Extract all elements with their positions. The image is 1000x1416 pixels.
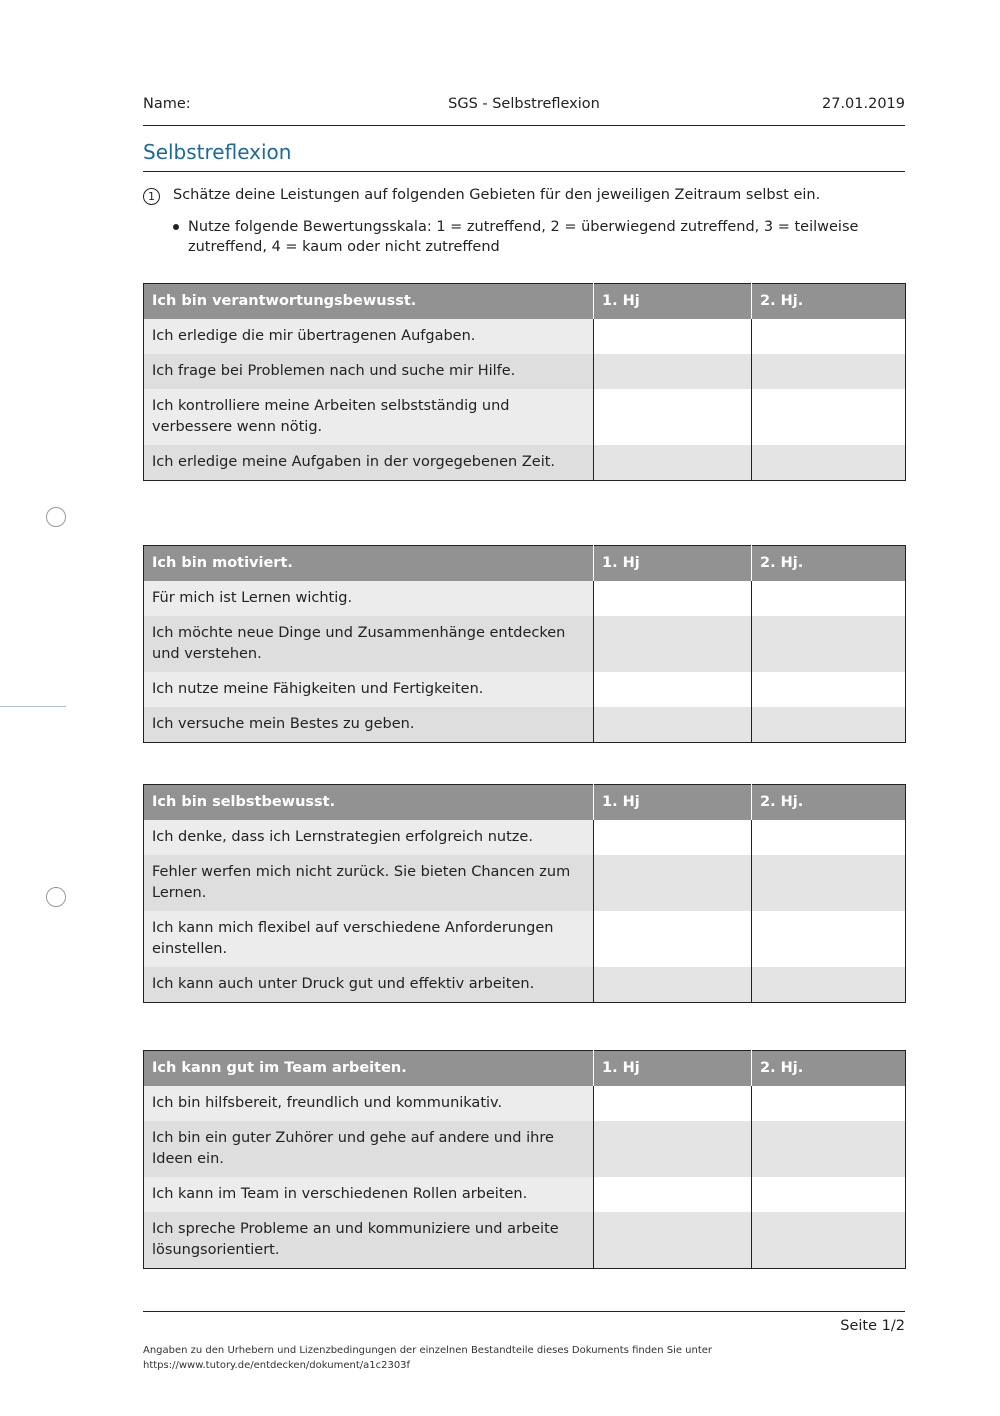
table-row — [144, 1121, 906, 1177]
rating-cell-first-half[interactable] — [594, 672, 752, 707]
statement: Ich kontrolliere meine Arbeiten selbstständig und verbessere wenn nötig. — [144, 389, 594, 445]
rating-cell-second-half[interactable] — [752, 967, 906, 1003]
statement: Ich bin hilfsbereit, freundlich und kommunikativ. — [144, 1086, 594, 1121]
rating-cell-first-half[interactable] — [594, 319, 752, 354]
rating-cell-second-half[interactable] — [752, 820, 906, 855]
license-note-url[interactable]: https://www.tutory.de/entdecken/dokument/a1c2303f — [143, 1360, 411, 1371]
rating-cell-first-half[interactable] — [594, 354, 752, 389]
column-header-first-half: 1. Hj — [594, 284, 752, 319]
rating-cell-second-half[interactable] — [752, 672, 906, 707]
table-row — [144, 672, 906, 707]
rating-cell-first-half[interactable] — [594, 1177, 752, 1212]
rating-cell-second-half[interactable] — [752, 616, 906, 672]
table-header-row — [144, 1051, 906, 1086]
column-header-second-half: 2. Hj. — [752, 1051, 906, 1086]
column-header-first-half: 1. Hj — [594, 546, 752, 581]
rating-cell-second-half[interactable] — [752, 1177, 906, 1212]
punch-hole-bottom — [46, 887, 66, 907]
footer-divider — [143, 1311, 905, 1312]
table-row — [144, 319, 906, 354]
statement: Ich kann mich flexibel auf verschiedene Anforderungen einstellen. — [144, 911, 594, 967]
rating-cell-second-half[interactable] — [752, 707, 906, 743]
rating-cell-second-half[interactable] — [752, 855, 906, 911]
rating-cell-first-half[interactable] — [594, 1212, 752, 1269]
table-row — [144, 354, 906, 389]
rating-cell-second-half[interactable] — [752, 389, 906, 445]
column-header-second-half: 2. Hj. — [752, 785, 906, 820]
task-number-badge: 1 — [143, 188, 160, 205]
statement: Fehler werfen mich nicht zurück. Sie bieten Chancen zum Lernen. — [144, 855, 594, 911]
table-row — [144, 707, 906, 743]
statement: Ich versuche mein Bestes zu geben. — [144, 707, 594, 743]
column-header-second-half: 2. Hj. — [752, 284, 906, 319]
table-row — [144, 1086, 906, 1121]
table-heading: Ich kann gut im Team arbeiten. — [144, 1051, 594, 1086]
table-header-row — [144, 785, 906, 820]
rating-cell-second-half[interactable] — [752, 911, 906, 967]
table-row — [144, 445, 906, 481]
page-number: Seite 1/2 — [840, 1318, 905, 1334]
rating-cell-first-half[interactable] — [594, 389, 752, 445]
document-title: SGS - Selbstreflexion — [448, 96, 600, 112]
name-label: Name: — [143, 96, 191, 112]
table-header-row — [144, 546, 906, 581]
statement: Ich nutze meine Fähigkeiten und Fertigkeiten. — [144, 672, 594, 707]
table-heading: Ich bin motiviert. — [144, 546, 594, 581]
table-row — [144, 967, 906, 1003]
rating-cell-second-half[interactable] — [752, 1121, 906, 1177]
statement: Ich spreche Probleme an und kommuniziere und arbeite lösungsorientiert. — [144, 1212, 594, 1269]
statement: Ich möchte neue Dinge und Zusammenhänge entdecken und verstehen. — [144, 616, 594, 672]
page-header — [143, 94, 905, 126]
rating-cell-first-half[interactable] — [594, 820, 752, 855]
table-heading: Ich bin selbstbewusst. — [144, 785, 594, 820]
document-date: 27.01.2019 — [821, 96, 905, 112]
rating-scale-text: Nutze folgende Bewertungsskala: 1 = zutreffend, 2 = überwiegend zutreffend, 3 = teilweise zutreffend, 4 = kaum oder nicht zutreffend — [188, 219, 859, 255]
rating-cell-second-half[interactable] — [752, 581, 906, 616]
section-title: Selbstreflexion — [143, 140, 905, 172]
column-header-first-half: 1. Hj — [594, 785, 752, 820]
statement: Ich kann auch unter Druck gut und effektiv arbeiten. — [144, 967, 594, 1003]
rating-table-motiviert — [143, 545, 906, 743]
rating-cell-first-half[interactable] — [594, 581, 752, 616]
table-row — [144, 1177, 906, 1212]
rating-table-selbstbewusst — [143, 784, 906, 1003]
fold-mark — [0, 706, 66, 707]
rating-cell-first-half[interactable] — [594, 911, 752, 967]
table-row — [144, 820, 906, 855]
table-row — [144, 855, 906, 911]
statement: Ich bin ein guter Zuhörer und gehe auf andere und ihre Ideen ein. — [144, 1121, 594, 1177]
license-note-text: Angaben zu den Urhebern und Lizenzbedingungen der einzelnen Bestandteile dieses Dokuments finden Sie unter — [143, 1345, 713, 1356]
statement: Ich erledige die mir übertragenen Aufgaben. — [144, 319, 594, 354]
rating-cell-second-half[interactable] — [752, 1212, 906, 1269]
table-row — [144, 911, 906, 967]
bullet-dot-icon — [173, 224, 179, 230]
rating-cell-first-half[interactable] — [594, 967, 752, 1003]
rating-cell-second-half[interactable] — [752, 445, 906, 481]
rating-cell-second-half[interactable] — [752, 354, 906, 389]
rating-table-team — [143, 1050, 906, 1269]
task-text: Schätze deine Leistungen auf folgenden Gebieten für den jeweiligen Zeitraum selbst ein. — [173, 187, 821, 203]
rating-cell-first-half[interactable] — [594, 1121, 752, 1177]
rating-cell-first-half[interactable] — [594, 445, 752, 481]
rating-cell-second-half[interactable] — [752, 1086, 906, 1121]
rating-cell-second-half[interactable] — [752, 319, 906, 354]
rating-cell-first-half[interactable] — [594, 1086, 752, 1121]
statement: Ich erledige meine Aufgaben in der vorgegebenen Zeit. — [144, 445, 594, 481]
table-row — [144, 616, 906, 672]
rating-table-verantwortung — [143, 283, 906, 481]
statement: Ich frage bei Problemen nach und suche mir Hilfe. — [144, 354, 594, 389]
statement: Ich kann im Team in verschiedenen Rollen arbeiten. — [144, 1177, 594, 1212]
rating-cell-first-half[interactable] — [594, 616, 752, 672]
statement: Für mich ist Lernen wichtig. — [144, 581, 594, 616]
table-row — [144, 1212, 906, 1269]
table-row — [144, 389, 906, 445]
rating-cell-first-half[interactable] — [594, 855, 752, 911]
column-header-second-half: 2. Hj. — [752, 546, 906, 581]
statement: Ich denke, dass ich Lernstrategien erfolgreich nutze. — [144, 820, 594, 855]
table-heading: Ich bin verantwortungsbewusst. — [144, 284, 594, 319]
table-row — [144, 581, 906, 616]
punch-hole-top — [46, 507, 66, 527]
table-header-row — [144, 284, 906, 319]
license-note — [143, 1343, 905, 1373]
rating-cell-first-half[interactable] — [594, 707, 752, 743]
column-header-first-half: 1. Hj — [594, 1051, 752, 1086]
